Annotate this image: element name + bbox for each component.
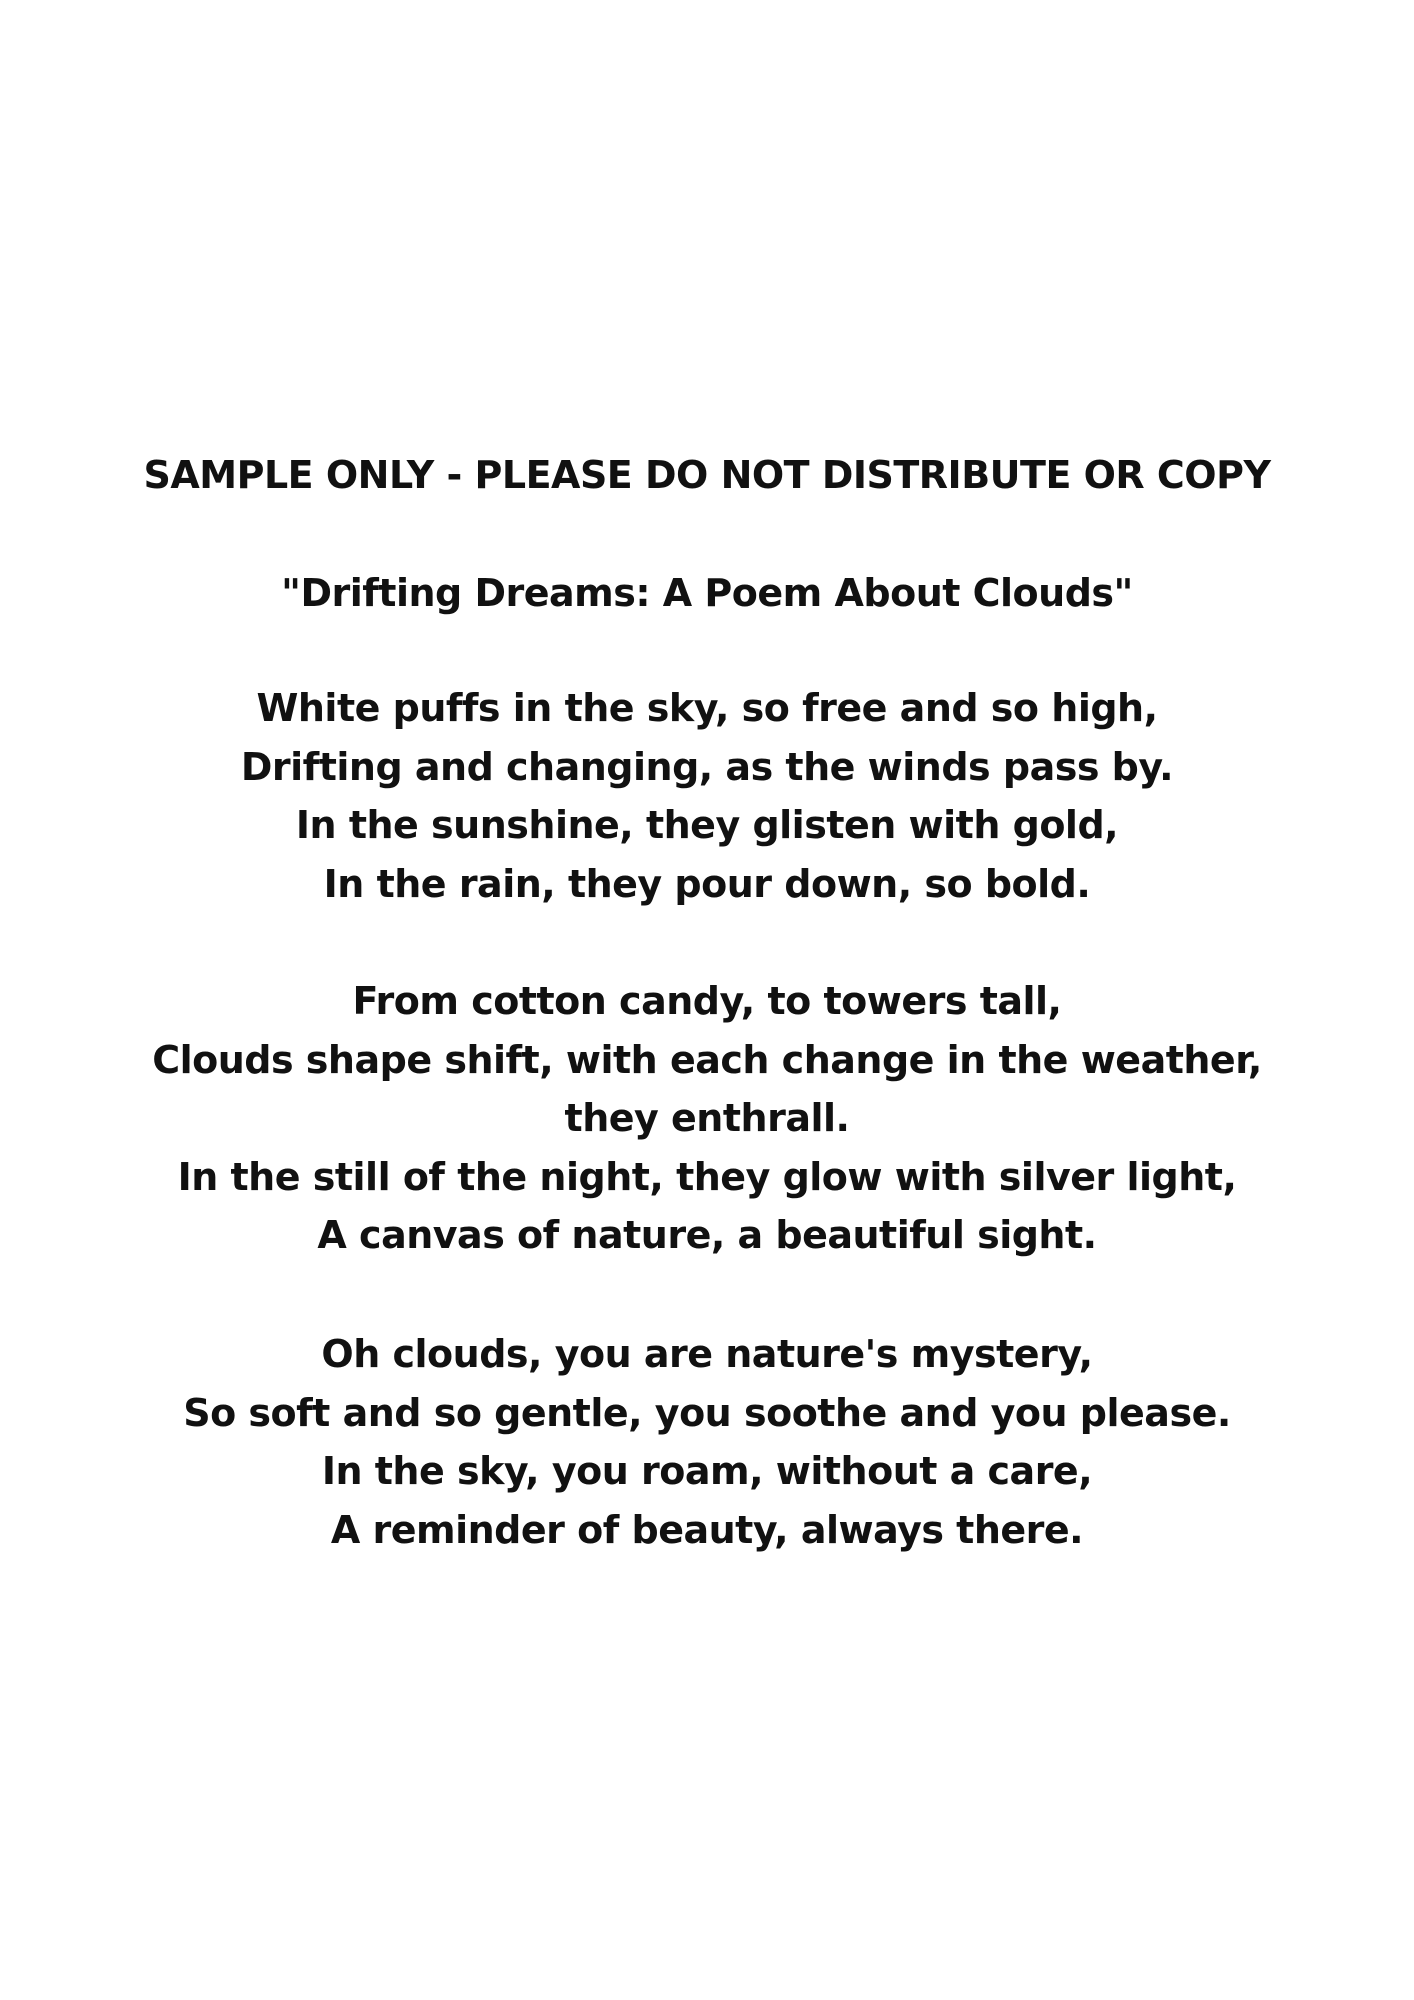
poem-line: In the still of the night, they glow with silver light, <box>177 1154 1237 1199</box>
poem-line: So soft and so gentle, you soothe and you please. <box>183 1390 1231 1435</box>
stanza-2 <box>0 972 1414 1265</box>
poem-line: White puffs in the sky, so free and so high, <box>256 686 1158 730</box>
stanza-1 <box>0 679 1414 913</box>
poem-line: Oh clouds, you are nature's mystery, <box>321 1332 1093 1376</box>
poem-line: A reminder of beauty, always there. <box>330 1507 1084 1552</box>
poem-title: "Drifting Dreams: A Poem About Clouds" <box>281 571 1133 615</box>
poem-line: In the sky, you roam, without a care, <box>321 1449 1093 1493</box>
poem-line: From cotton candy, to towers tall, <box>352 979 1062 1023</box>
copyright-notice: SAMPLE ONLY - PLEASE DO NOT DISTRIBUTE OR COPY <box>143 453 1271 497</box>
poem-line: In the sunshine, they glisten with gold, <box>295 803 1119 847</box>
poem-line: they enthrall. <box>564 1096 850 1140</box>
poem-line: Clouds shape shift, with each change in the weather, <box>152 1037 1262 1082</box>
stanza-3 <box>0 1325 1414 1559</box>
poem-line: A canvas of nature, a beautiful sight. <box>317 1213 1097 1257</box>
poem-line: In the rain, they pour down, so bold. <box>323 861 1091 906</box>
poem-line: Drifting and changing, as the winds pass by. <box>240 744 1174 789</box>
